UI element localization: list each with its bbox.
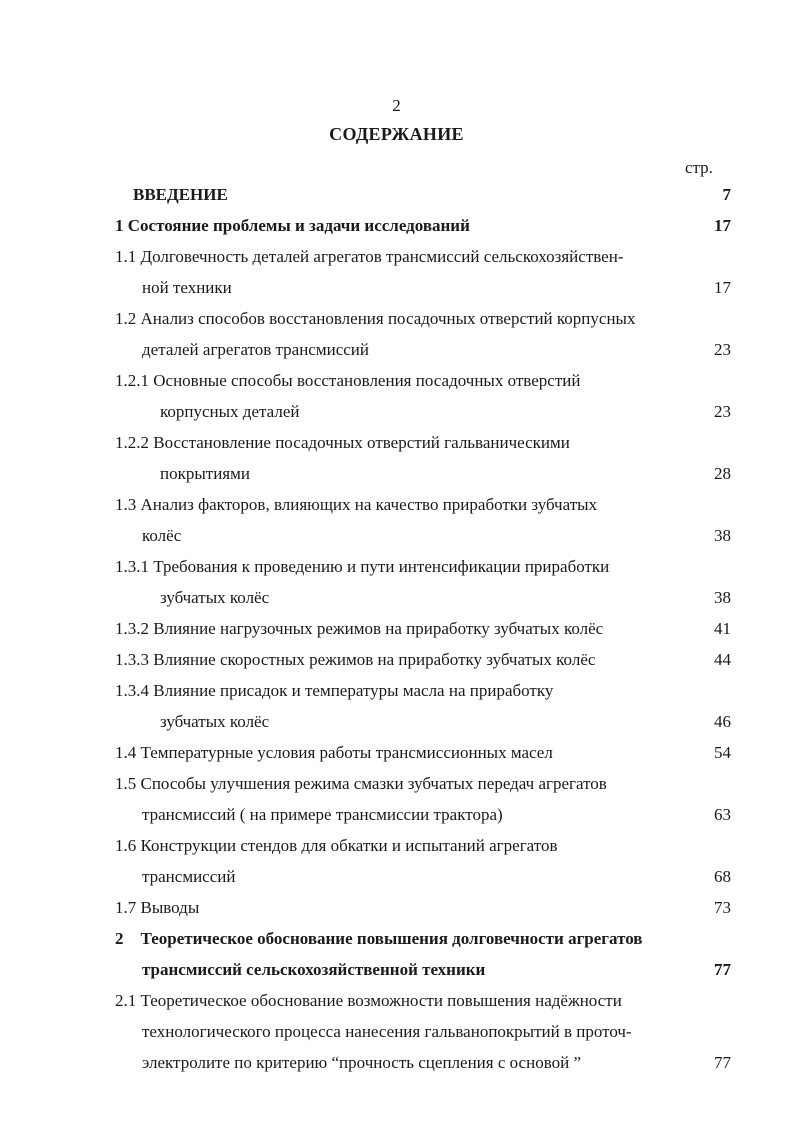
toc-entry-text: трансмиссий: [142, 867, 236, 886]
toc-entry[interactable]: [0, 555, 793, 579]
toc-entry[interactable]: [0, 741, 793, 765]
toc-entry-page: 23: [714, 402, 731, 421]
toc-entry[interactable]: [0, 462, 793, 486]
toc-entry[interactable]: [0, 493, 793, 517]
toc-entry-page: 44: [714, 650, 731, 669]
toc-entry[interactable]: [0, 710, 793, 734]
toc-entry[interactable]: [0, 245, 793, 269]
toc-entry-text: 1.3 Анализ факторов, влияющих на качество приработки зубчатых: [115, 495, 598, 514]
toc-entry-text: трансмиссий сельскохозяйственной техники: [142, 960, 486, 979]
toc-entry-page: 17: [714, 216, 731, 235]
toc-entry-text: 1.4 Температурные условия работы трансмиссионных масел: [115, 743, 553, 762]
toc-entry-page: 77: [714, 960, 731, 979]
toc-entry[interactable]: [0, 679, 793, 703]
toc-entry[interactable]: [0, 834, 793, 858]
toc-entry-text: 2.1 Теоретическое обоснование возможности повышения надёжности: [115, 991, 622, 1010]
toc-entry[interactable]: [0, 338, 793, 362]
toc-entry[interactable]: [0, 927, 793, 951]
toc-entry-text: 1.7 Выводы: [115, 898, 200, 917]
toc-entry-text: зубчатых колёс: [160, 588, 270, 607]
toc-entry-text: 1 Состояние проблемы и задачи исследований: [115, 216, 470, 235]
toc-entry-page: 17: [714, 278, 731, 297]
toc-entry-page: 77: [714, 1053, 731, 1072]
toc-entry-text: электролите по критерию “прочность сцепления с основой ”: [142, 1053, 581, 1072]
toc-entry[interactable]: [0, 896, 793, 920]
toc-entry-text: ВВЕДЕНИЕ: [133, 185, 228, 204]
toc-entry[interactable]: [0, 1020, 793, 1044]
toc-entry[interactable]: [0, 369, 793, 393]
toc-entry-page: 28: [714, 464, 731, 483]
toc-entry[interactable]: [0, 276, 793, 300]
toc-entry-text: покрытиями: [160, 464, 250, 483]
toc-entry-text: трансмиссий ( на примере трансмиссии трактора): [142, 805, 503, 824]
toc-entry[interactable]: [0, 524, 793, 548]
toc-entry[interactable]: [0, 803, 793, 827]
page-title: СОДЕРЖАНИЕ: [329, 124, 464, 144]
toc-entry-text: 1.3.4 Влияние присадок и температуры масла на приработку: [115, 681, 554, 700]
toc-entry-text: 1.1 Долговечность деталей агрегатов трансмиссий сельскохозяйствен-: [115, 247, 624, 266]
toc-entry-text: ной техники: [142, 278, 232, 297]
toc-entry[interactable]: [0, 431, 793, 455]
toc-entry[interactable]: [0, 865, 793, 889]
toc-entry-page: 54: [714, 743, 731, 762]
page-number: 2: [392, 96, 401, 115]
toc-entry[interactable]: [0, 183, 793, 207]
toc-entry-text: 1.3.1 Требования к проведению и пути интенсификации приработки: [115, 557, 610, 576]
toc-entry[interactable]: [0, 400, 793, 424]
toc-entry-page: 23: [714, 340, 731, 359]
toc-entry[interactable]: [0, 1051, 793, 1075]
toc-entry-page: 73: [714, 898, 731, 917]
toc-entry[interactable]: [0, 989, 793, 1013]
toc-entry-text: 1.2.1 Основные способы восстановления посадочных отверстий: [115, 371, 581, 390]
toc-entry-page: 68: [714, 867, 731, 886]
toc-entry-text: 1.3.3 Влияние скоростных режимов на приработку зубчатых колёс: [115, 650, 596, 669]
toc-entry[interactable]: [0, 617, 793, 641]
toc-entry[interactable]: [0, 772, 793, 796]
toc-entry-text: 1.3.2 Влияние нагрузочных режимов на приработку зубчатых колёс: [115, 619, 604, 638]
toc-entry-text: 2 Теоретическое обоснование повышения долговечности агрегатов: [115, 929, 643, 948]
toc-entry-page: 38: [714, 526, 731, 545]
toc-entry-text: 1.2 Анализ способов восстановления посадочных отверстий корпусных: [115, 309, 636, 328]
toc-entry[interactable]: [0, 214, 793, 238]
page-column-label: стр.: [685, 158, 713, 177]
toc-entry-text: деталей агрегатов трансмиссий: [142, 340, 369, 359]
toc-entry-text: корпусных деталей: [160, 402, 300, 421]
toc-entry-text: зубчатых колёс: [160, 712, 270, 731]
toc-entry[interactable]: [0, 307, 793, 331]
toc-entry-text: колёс: [142, 526, 182, 545]
toc-entry-page: 41: [714, 619, 731, 638]
toc-entry-page: 38: [714, 588, 731, 607]
toc-entry-text: 1.5 Способы улучшения режима смазки зубчатых передач агрегатов: [115, 774, 607, 793]
toc-entry-text: 1.2.2 Восстановление посадочных отверстий гальваническими: [115, 433, 570, 452]
toc-entry-page: 46: [714, 712, 731, 731]
toc-entry[interactable]: [0, 958, 793, 982]
toc-entry-text: 1.6 Конструкции стендов для обкатки и испытаний агрегатов: [115, 836, 558, 855]
toc-entry-page: 7: [722, 185, 731, 204]
toc-entry[interactable]: [0, 648, 793, 672]
toc-entry-text: технологического процесса нанесения гальванопокрытий в проточ-: [142, 1022, 632, 1041]
toc-entry[interactable]: [0, 586, 793, 610]
toc-entry-page: 63: [714, 805, 731, 824]
